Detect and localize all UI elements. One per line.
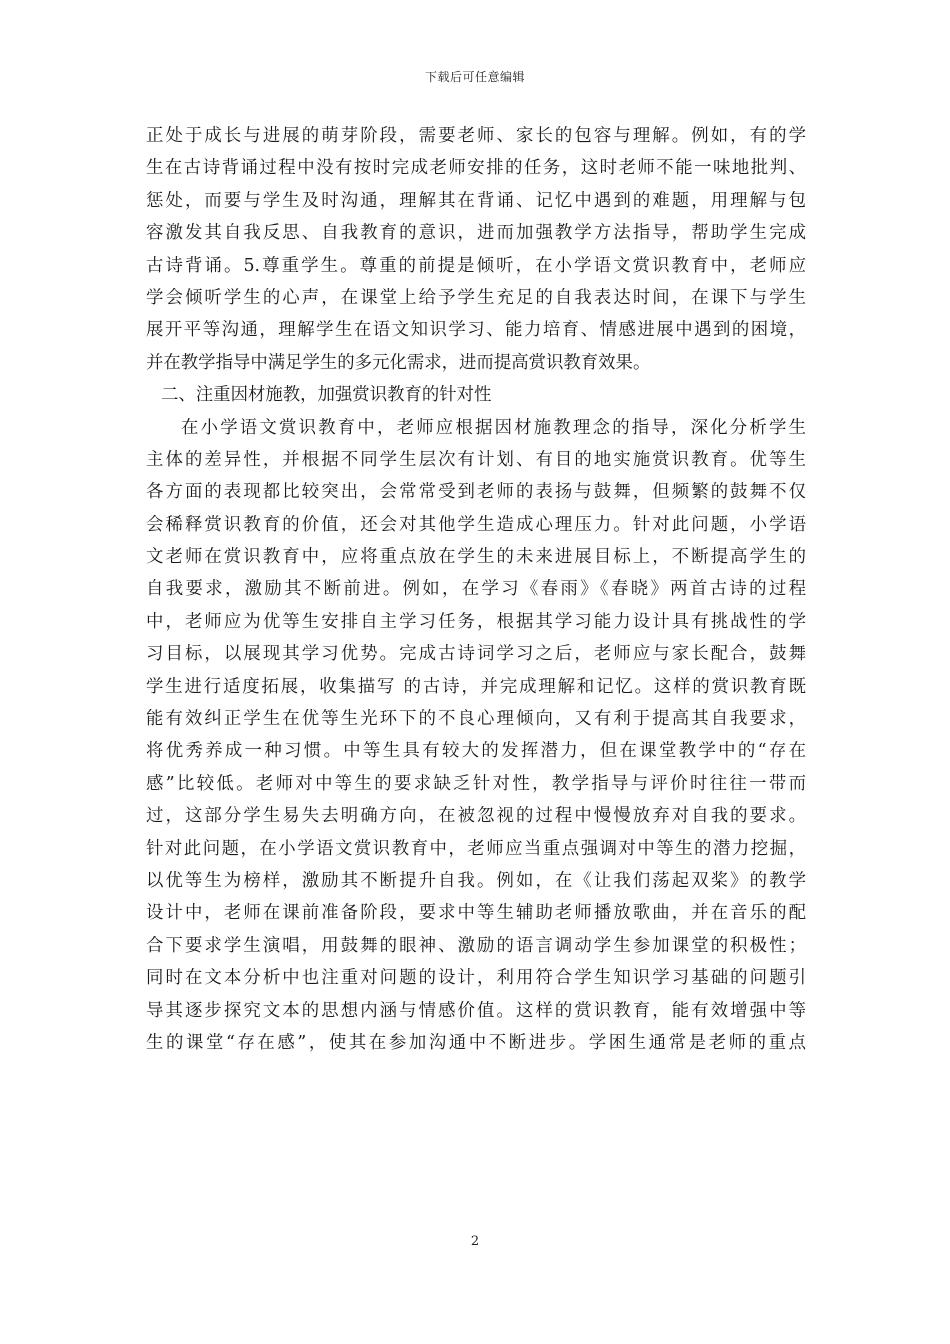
text-line: 学会倾听学生的心声，在课堂上给予学生充足的自我表达时间，在课下与学生	[146, 287, 806, 308]
text-line: 生的课堂“存在感”，使其在参加沟通中不断进步。学困生通常是老师的重点	[146, 1032, 806, 1053]
text-line: 以优等生为榜样，激励其不断提升自我。例如，在《让我们荡起双桨》的教学	[146, 870, 806, 891]
text-line: 习目标，以展现其学习优势。完成古诗词学习之后，老师应与家长配合，鼓舞	[146, 644, 806, 665]
text-line: 过，这部分学生易失去明确方向，在被忽视的过程中慢慢放弃对自我的要求。	[146, 806, 806, 827]
text-line: 将优秀养成一种习惯。中等生具有较大的发挥潜力，但在课堂教学中的“存在	[146, 741, 806, 762]
text-line: 能有效纠正学生在优等生光环下的不良心理倾向，又有利于提高其自我要求，	[146, 709, 806, 730]
text-line: 同时在文本分析中也注重对问题的设计，利用符合学生知识学习基础的问题引	[146, 968, 806, 989]
text-line: 学生进行适度拓展，收集描写 的古诗，并完成理解和记忆。这样的赏识教育既	[146, 676, 806, 697]
text-line: 文老师在赏识教育中，应将重点放在学生的未来进展目标上，不断提高学生的	[146, 547, 806, 568]
text-line: 自我要求，激励其不断前进。例如，在学习《春雨》《春晓》两首古诗的过程	[146, 579, 806, 600]
text-line: 感”比较低。老师对中等生的要求缺乏针对性，教学指导与评价时往往一带而	[146, 773, 806, 794]
text-line: 会稀释赏识教育的价值，还会对其他学生造成心理压力。针对此问题，小学语	[146, 514, 806, 535]
document-body	[146, 120, 806, 1059]
text-line: 各方面的表现都比较突出，会常常受到老师的表扬与鼓舞，但频繁的鼓舞不仅	[146, 482, 806, 503]
text-line: 正处于成长与进展的萌芽阶段，需要老师、家长的包容与理解。例如，有的学	[146, 126, 806, 146]
text-line: 中，老师应为优等生安排自主学习任务，根据其学习能力设计具有挑战性的学	[146, 611, 806, 632]
text-line: 针对此问题，在小学语文赏识教育中，老师应当重点强调对中等生的潜力挖掘，	[146, 838, 806, 859]
text-line: 展开平等沟通，理解学生在语文知识学习、能力培育、情感进展中遇到的困境，	[146, 320, 806, 341]
text-line: 设计中，老师在课前准备阶段，要求中等生辅助老师播放歌曲，并在音乐的配	[146, 903, 806, 924]
text-line: 古诗背诵。5.尊重学生。尊重的前提是倾听，在小学语文赏识教育中，老师应	[146, 255, 806, 276]
page-header: 下载后可任意编辑	[424, 70, 525, 84]
text-line: 容激发其自我反思、自我教育的意识，进而加强教学方法指导，帮助学生完成	[146, 223, 806, 244]
text-line: 惩处，而要与学生及时沟通，理解其在背诵、记忆中遇到的难题，用理解与包	[146, 190, 806, 211]
section-heading: 二、注重因材施教，加强赏识教育的针对性	[161, 385, 492, 406]
text-line: 在小学语文赏识教育中，老师应根据因材施教理念的指导，深化分析学生	[181, 417, 806, 438]
page-number: 2	[470, 1234, 480, 1249]
text-line: 导其逐步探究文本的思想内涵与情感价值。这样的赏识教育，能有效增强中等	[146, 1000, 806, 1021]
text-line: 生在古诗背诵过程中没有按时完成老师安排的任务，这时老师不能一味地批判、	[146, 158, 806, 179]
text-line: 主体的差异性，并根据不同学生层次有计划、有目的地实施赏识教育。优等生	[146, 449, 806, 470]
text-line: 并在教学指导中满足学生的多元化需求，进而提高赏识教育效果。	[146, 352, 651, 373]
text-line: 合下要求学生演唱，用鼓舞的眼神、激励的语言调动学生参加课堂的积极性；	[146, 935, 806, 956]
